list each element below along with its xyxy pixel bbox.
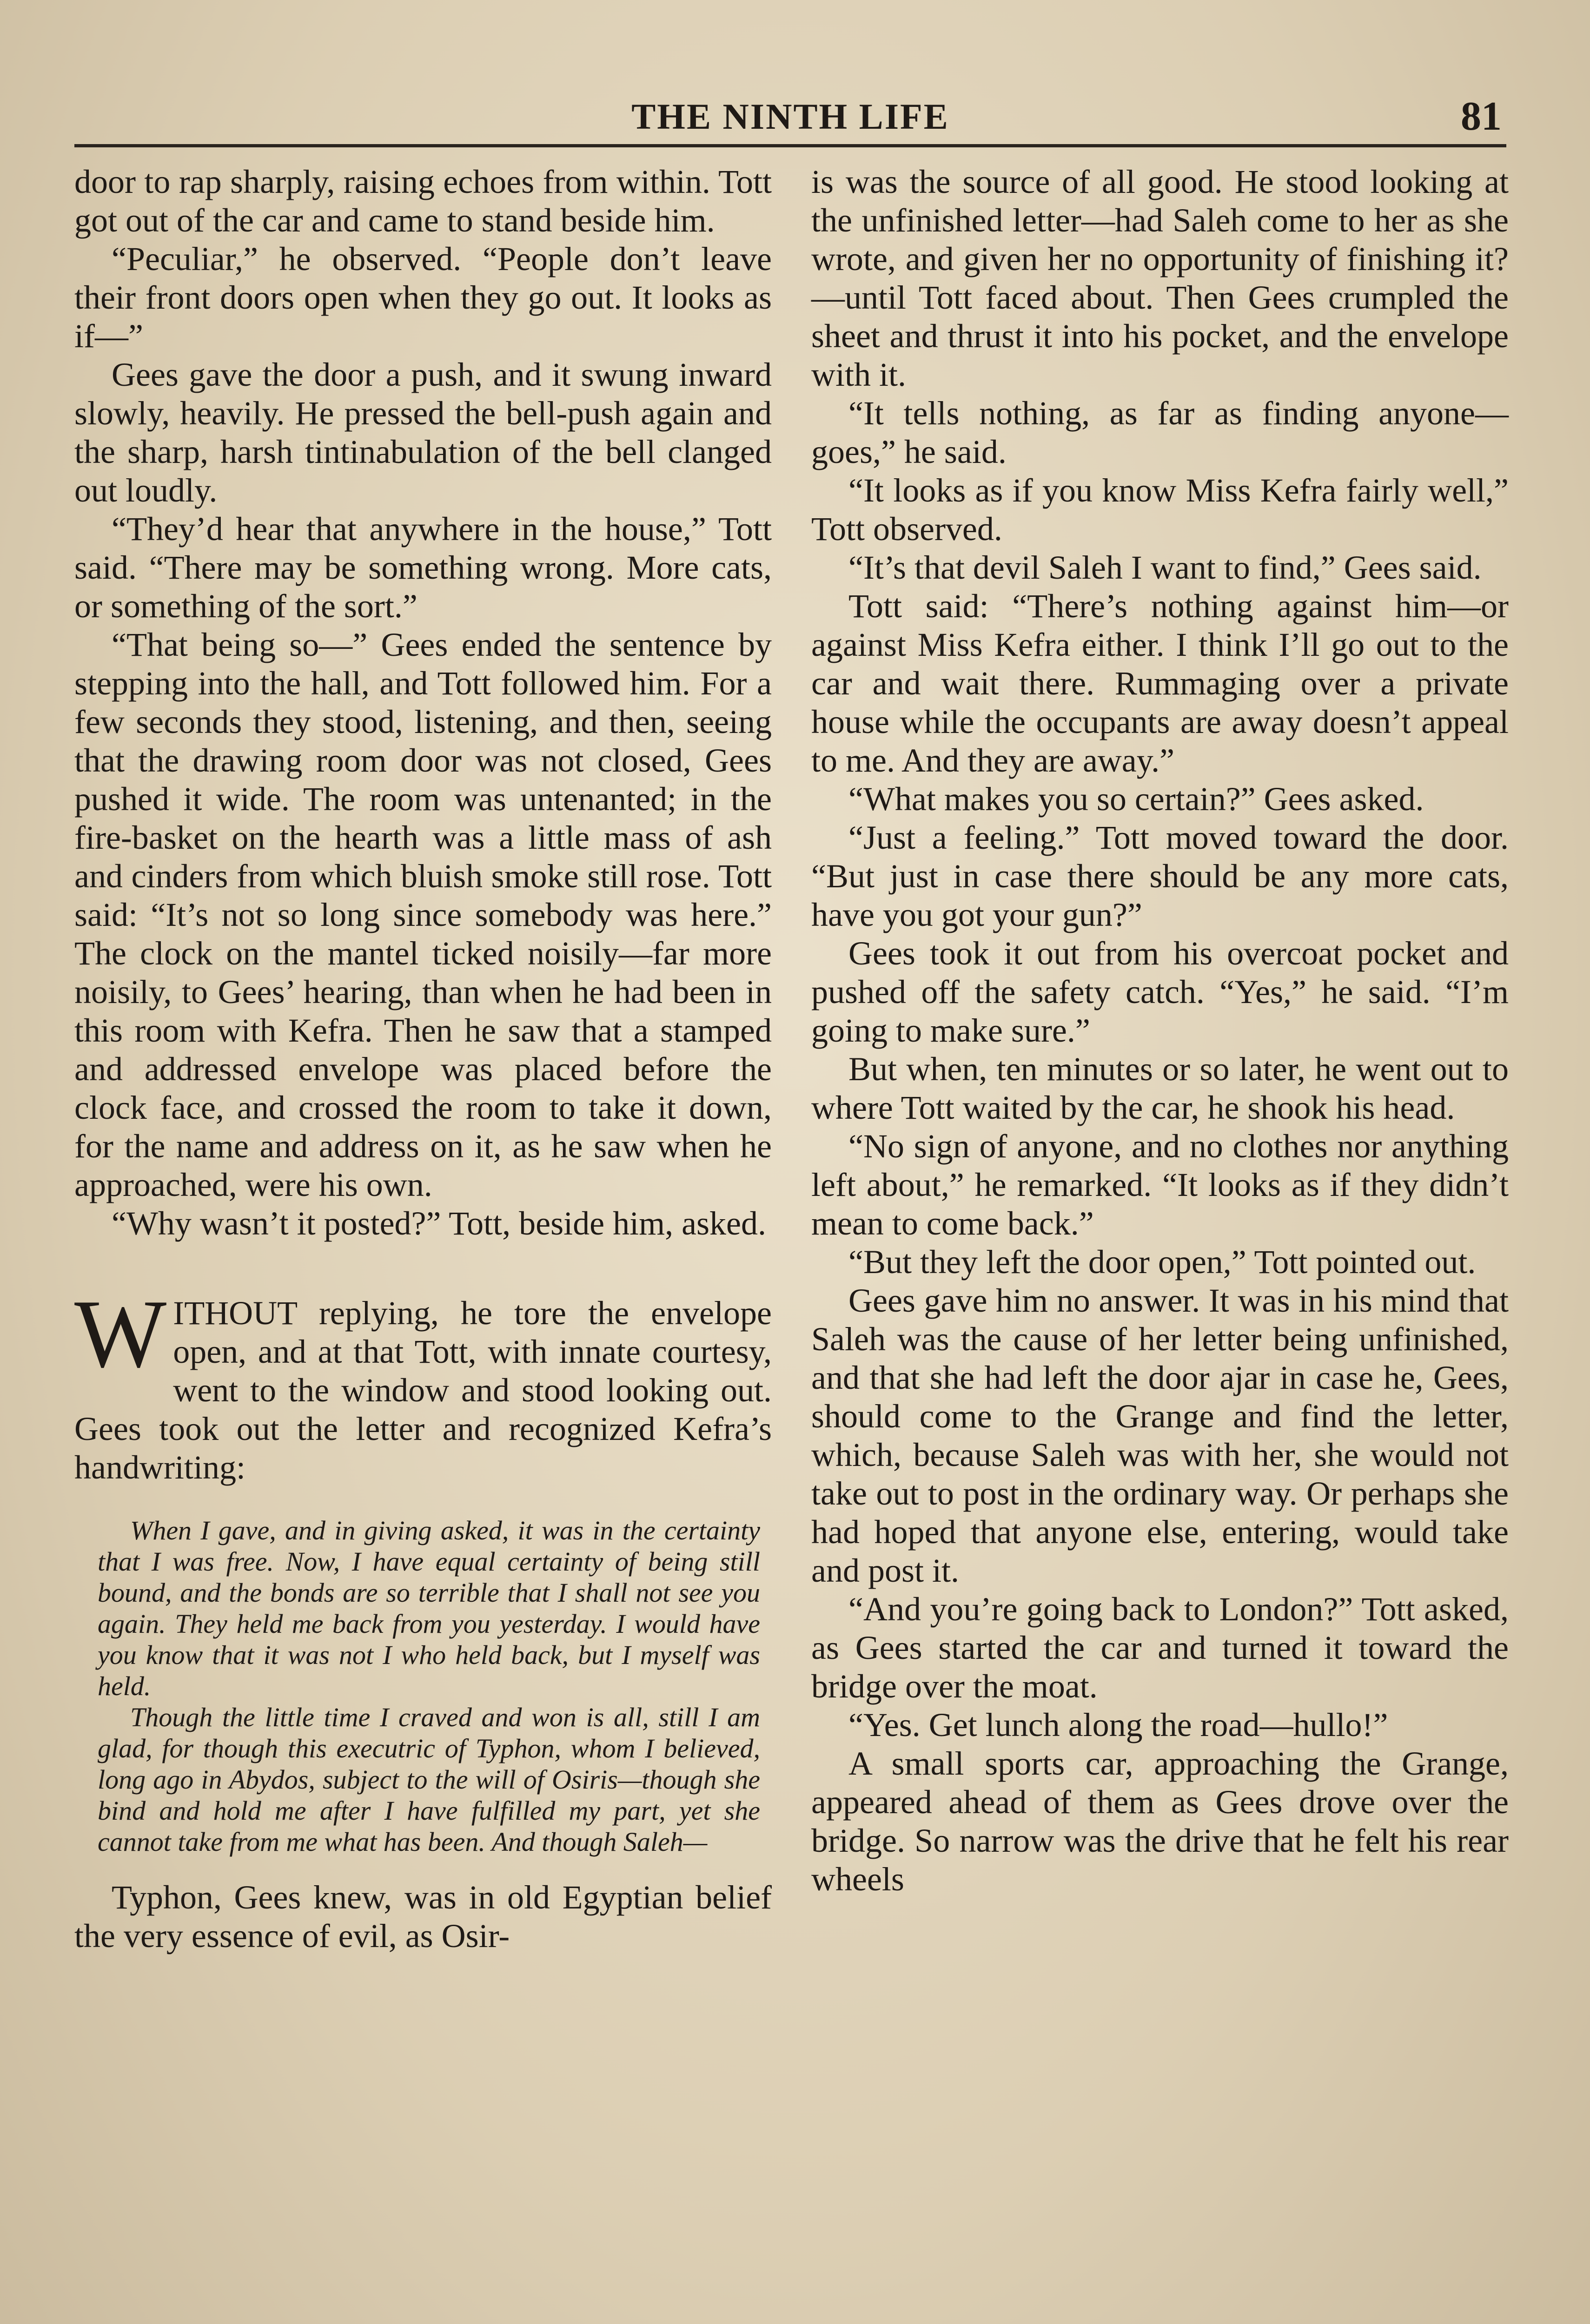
paragraph: is was the source of all good. He stood looking at the unfinished letter—had Saleh come to her as she wrote, and given her no opportunity of finishing it?—until Tott faced about. Then Gees crumpled the sheet and thrust it into his pocket, and the envelope with it. (811, 163, 1509, 393)
paragraph: “Just a feeling.” Tott moved toward the door. “But just in case there should be any more cats, have you got your gun?” (811, 819, 1509, 933)
paragraph: But when, ten minutes or so later, he went out to where Tott waited by the car, he shook his head. (811, 1050, 1509, 1126)
paragraph: Gees gave the door a push, and it swung inward slowly, heavily. He pressed the bell-push again and the sharp, harsh tintinabulation of the bell clanged out loudly. (74, 356, 772, 509)
running-title: THE NINTH LIFE (631, 96, 949, 137)
paragraph: “No sign of anyone, and no clothes nor anything left about,” he remarked. “It looks as if they didn’t mean to come back.” (811, 1128, 1509, 1242)
paragraph: “Why wasn’t it posted?” Tott, beside him, asked. (112, 1205, 767, 1242)
right-column (811, 163, 1509, 1899)
page-header (74, 93, 1506, 147)
paragraph: Tott said: “There’s nothing against him—or against Miss Kefra either. I think I’ll go out to the car and wait there. Rummaging over a private house while the occupants are away doesn’t appeal to me. And they are away.” (811, 588, 1509, 779)
paragraph: door to rap sharply, raising echoes from within. Tott got out of the car and came to stand beside him. (74, 163, 772, 239)
paragraph: “That being so—” Gees ended the sentence by stepping into the hall, and Tott followed him. For a few seconds they stood, listening, and then, seeing that the drawing room door was not closed, Gees pushed it wide. The room was untenanted; in the fire-basket on the hearth was a little mass of ash and cinders from which bluish smoke still rose. Tott said: “It’s not so long since somebody was here.” The clock on the mantel ticked noisily—far more noisily, to Gees’ hearing, than when he had been in this room with Kefra. Then he saw that a stamped and addressed envelope was placed before the clock face, and crossed the room to take it down, for the name and address on it, as he saw when he approached, were his own. (74, 626, 772, 1203)
paragraph: “It’s that devil Saleh I want to find,” Gees said. (848, 549, 1482, 586)
paragraph: “Peculiar,” he observed. “People don’t leave their front doors open when they go out. It looks as if—” (74, 240, 772, 355)
quoted-letter (98, 1515, 760, 1857)
page-number: 81 (1461, 94, 1502, 139)
drop-cap: W (74, 1280, 167, 1388)
paragraph: A small sports car, approaching the Grange, appeared ahead of them as Gees drove over the bridge. So narrow was the drive that he felt his rear wheels (811, 1745, 1509, 1898)
paragraph: “It tells nothing, as far as finding anyone—goes,” he said. (811, 395, 1509, 470)
section-opening-text: ITHOUT replying, he tore the envelope open, and at that Tott, with innate courtesy, went to the window and stood looking out. Gees took out the letter and recognized Kefra’s handwriting: (74, 1294, 772, 1486)
section-opening (74, 1280, 772, 1487)
paragraph: “It looks as if you know Miss Kefra fairly well,” Tott observed. (811, 472, 1509, 548)
paragraph: “But they left the door open,” Tott pointed out. (848, 1243, 1476, 1281)
paragraph: “What makes you so certain?” Gees asked. (848, 780, 1424, 818)
paragraph: “They’d hear that anywhere in the house,” Tott said. “There may be something wrong. More cats, or something of the sort.” (74, 510, 772, 625)
left-column (74, 163, 772, 1955)
paragraph: Gees gave him no answer. It was in his mind that Saleh was the cause of her letter being unfinished, and that she had left the door ajar in case he, Gees, should come to the Grange and find the letter, which, because Saleh was with her, she would not take out to post in the ordinary way. Or perhaps she had hoped that anyone else, entering, would take and post it. (811, 1282, 1509, 1589)
paragraph: “And you’re going back to London?” Tott asked, as Gees started the car and turned it toward the bridge over the moat. (811, 1591, 1509, 1705)
paragraph: Gees took it out from his overcoat pocket and pushed off the safety catch. “Yes,” he said. “I’m going to make sure.” (811, 935, 1509, 1049)
paragraph: Typhon, Gees knew, was in old Egyptian belief the very essence of evil, as Osir- (74, 1879, 772, 1954)
letter-paragraph: When I gave, and in giving asked, it was in the certainty that I was free. Now, I have equal certainty of being still bound, and the bonds are so terrible that I shall not see you again. They held me back from you yesterday. I would have you know that it was not I who held back, but I myself was held. (98, 1515, 760, 1701)
paragraph: “Yes. Get lunch along the road—hullo!” (848, 1706, 1388, 1743)
letter-paragraph: Though the little time I craved and won is all, still I am glad, for though this executric of Typhon, whom I believed, long ago in Abydos, subject to the will of Osiris—though she bind and hold me after I have fulfilled my part, yet she cannot take from me what has been. And though Saleh— (98, 1702, 760, 1857)
